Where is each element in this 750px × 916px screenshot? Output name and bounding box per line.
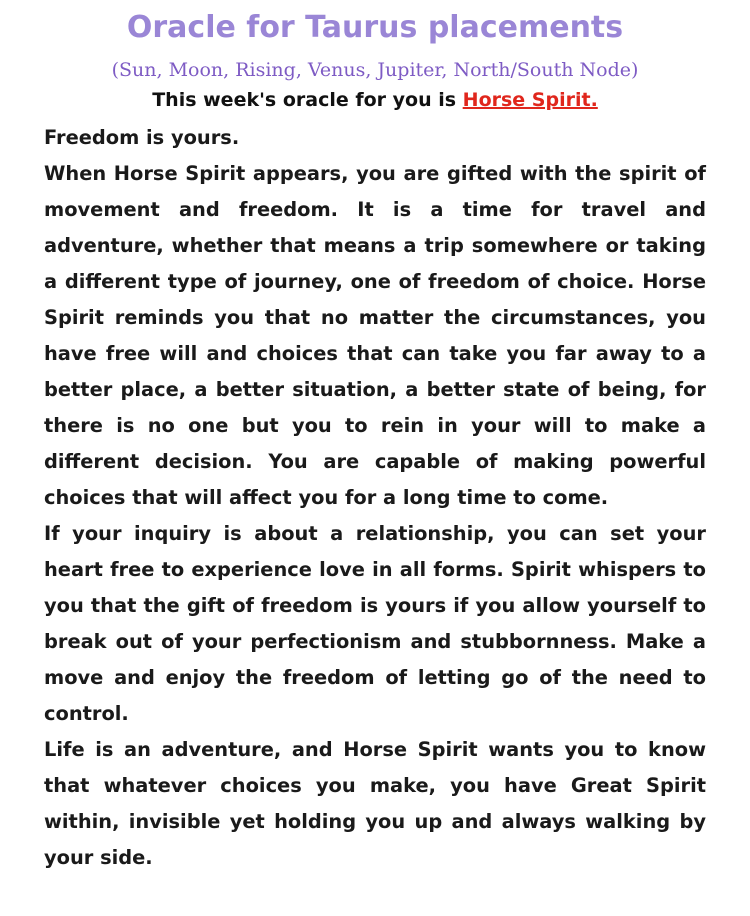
paragraph-intro: Freedom is yours. xyxy=(44,126,240,149)
oracle-name-link[interactable]: Horse Spirit. xyxy=(462,89,598,111)
paragraph-adventure: Life is an adventure, and Horse Spirit wants you to know that whatever choices you make, you have Great Spirit within, invisible yet holding you up and always walking by your side. xyxy=(44,738,706,869)
paragraph-horse-spirit: When Horse Spirit appears, you are gifted with the spirit of movement and freedom. It is a time for travel and adventure, whether that means a trip somewhere or taking a different type of journey, one of freedom of choice. Horse Spirit reminds you that no matter the circumstances, you have free will and choices that can take you far away to a better place, a better situation, a better state of being, for there is no one but you to rein in your will to make a different decision. You are capable of making powerful choices that will affect you for a long time to come. xyxy=(44,162,706,509)
page-title: Oracle for Taurus placements xyxy=(126,10,624,45)
oracle-prefix: This week's oracle for you is xyxy=(152,89,463,111)
placements-subtitle: (Sun, Moon, Rising, Venus, Jupiter, North/South Node) xyxy=(111,59,639,81)
weekly-oracle-line xyxy=(0,86,750,114)
paragraph-relationship: If your inquiry is about a relationship, you can set your heart free to experience love in all forms. Spirit whispers to you that the gift of freedom is yours if you allow yourself to break out of your perfectionism and stubbornness. Make a move and enjoy the freedom of letting go of the need to control. xyxy=(44,522,706,725)
oracle-body xyxy=(44,120,706,876)
